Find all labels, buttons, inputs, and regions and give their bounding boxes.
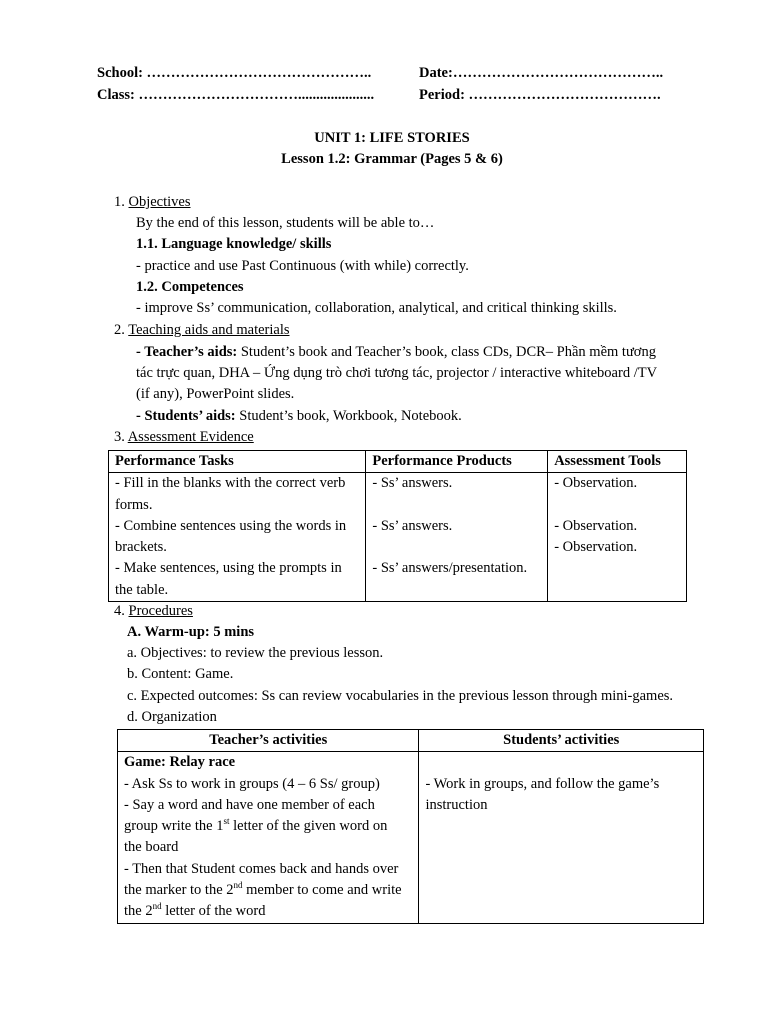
step-text: letter of the word	[161, 903, 266, 920]
ordinal-suffix: nd	[152, 901, 162, 912]
step-text: the marker to the 2	[124, 882, 234, 899]
header-assessment-tools: Assessment Tools	[548, 451, 687, 473]
assessment-body-row	[109, 473, 687, 602]
competences-title: 1.2. Competences	[136, 279, 244, 295]
students-aids-text: Student’s book, Workbook, Notebook.	[235, 408, 462, 424]
tool-line	[554, 558, 680, 579]
tool-line	[554, 580, 680, 601]
warmup-objectives: a. Objectives: to review the previous lesson.	[127, 645, 384, 661]
warmup-content: b. Content: Game.	[127, 666, 234, 682]
students-aids-label: - Students’ aids:	[136, 408, 236, 424]
assessment-table	[108, 450, 687, 602]
product-line	[372, 495, 541, 516]
objectives-number: 1.	[114, 194, 125, 210]
class-dots: …………………………….....................	[138, 87, 375, 103]
objectives-heading	[114, 192, 191, 213]
teacher-step: the board	[124, 839, 179, 856]
objectives-heading-text: Objectives	[128, 194, 191, 210]
teacher-aids-text-1: Student’s book and Teacher’s book, class CDs, DCR– Phần mềm tương	[237, 344, 656, 360]
header-performance-products: Performance Products	[366, 451, 548, 473]
product-line	[372, 580, 541, 601]
task-line: brackets.	[115, 539, 167, 556]
procedures-heading-text: Procedures	[128, 603, 193, 619]
assessment-heading-text: Assessment Evidence	[127, 429, 254, 445]
ordinal-suffix: st	[223, 816, 230, 827]
teacher-step: - Then that Student comes back and hands over	[124, 860, 399, 877]
tool-line: - Observation.	[554, 475, 638, 492]
game-title: Game: Relay race	[124, 754, 236, 771]
teacher-aids-line-3: (if any), PowerPoint slides.	[136, 386, 295, 402]
teacher-step	[124, 880, 412, 901]
students-aids-line	[136, 406, 462, 427]
product-line: - Ss’ answers.	[372, 517, 453, 534]
step-text: the 2	[124, 903, 153, 920]
class-field	[97, 85, 374, 106]
tool-line: - Observation.	[554, 517, 638, 534]
product-line	[372, 537, 541, 558]
student-step: instruction	[425, 796, 488, 813]
lesson-title: Lesson 1.2: Grammar (Pages 5 & 6)	[281, 151, 503, 167]
tool-line	[554, 495, 680, 516]
product-line: - Ss’ answers.	[372, 475, 453, 492]
teacher-activities-header: Teacher’s activities	[118, 730, 419, 752]
language-knowledge-title: 1.1. Language knowledge/ skills	[136, 236, 332, 252]
teaching-aids-heading	[114, 320, 290, 341]
language-knowledge-text: - practice and use Past Continuous (with while) correctly.	[136, 258, 469, 274]
task-line: forms.	[115, 496, 153, 513]
school-dots: ………………………………………..	[146, 65, 372, 81]
teaching-aids-heading-text: Teaching aids and materials	[128, 322, 290, 338]
task-line: - Fill in the blanks with the correct verb	[115, 475, 346, 492]
header-performance-tasks: Performance Tasks	[109, 451, 366, 473]
assessment-tools-cell	[548, 473, 687, 602]
teacher-step: - Say a word and have one member of each	[124, 796, 375, 813]
teacher-step	[124, 816, 412, 837]
ordinal-suffix: nd	[233, 880, 243, 891]
warmup-outcomes: c. Expected outcomes: Ss can review vocabularies in the previous lesson through mini-games.	[127, 688, 674, 704]
students-activities-cell	[419, 752, 704, 923]
teacher-aids-label: - Teacher’s aids:	[136, 344, 238, 360]
student-step: - Work in groups, and follow the game’s	[425, 775, 660, 792]
teacher-activities-cell	[118, 752, 419, 923]
performance-tasks-cell	[109, 473, 366, 602]
activities-table	[117, 729, 704, 924]
task-line: the table.	[115, 581, 169, 598]
warmup-organization: d. Organization	[127, 709, 217, 725]
teaching-aids-number: 2.	[114, 322, 125, 338]
procedures-heading	[114, 601, 193, 622]
task-line: - Make sentences, using the prompts in	[115, 560, 342, 577]
assessment-number: 3.	[114, 429, 125, 445]
date-dots: ……………………………………..	[452, 65, 664, 81]
product-line: - Ss’ answers/presentation.	[372, 560, 528, 577]
date-field	[419, 63, 663, 84]
teacher-aids-line-2: tác trực quan, DHA – Ứng dụng trò chơi tương tác, projector / interactive whiteboard /TV	[136, 365, 658, 381]
period-dots: ………………………………….	[468, 87, 661, 103]
objectives-intro: By the end of this lesson, students will be able to…	[136, 215, 435, 231]
teacher-step	[124, 901, 412, 922]
task-line: - Combine sentences using the words in	[115, 517, 347, 534]
school-label: School:	[97, 65, 143, 81]
spacer	[425, 752, 697, 773]
tool-line: - Observation.	[554, 539, 638, 556]
students-activities-header: Students’ activities	[419, 730, 704, 752]
competences-text: - improve Ss’ communication, collaboration, analytical, and critical thinking skills.	[136, 300, 617, 316]
warmup-title: A. Warm-up: 5 mins	[127, 624, 255, 640]
step-text: member to come and write	[242, 882, 402, 899]
assessment-header-row	[109, 451, 687, 473]
activities-body-row	[118, 752, 704, 923]
procedures-number: 4.	[114, 603, 125, 619]
teacher-step: - Ask Ss to work in groups (4 – 6 Ss/ group)	[124, 775, 380, 792]
date-label: Date:	[419, 65, 453, 81]
teacher-aids-line-1	[136, 342, 656, 363]
period-field	[419, 85, 661, 106]
activities-header-row	[118, 730, 704, 752]
unit-title: UNIT 1: LIFE STORIES	[314, 130, 470, 146]
performance-products-cell	[366, 473, 548, 602]
period-label: Period:	[419, 87, 465, 103]
assessment-heading	[114, 427, 254, 448]
class-label: Class:	[97, 87, 135, 103]
step-text: group write the 1	[124, 818, 224, 835]
school-field	[97, 63, 371, 84]
step-text: letter of the given word on	[229, 818, 388, 835]
